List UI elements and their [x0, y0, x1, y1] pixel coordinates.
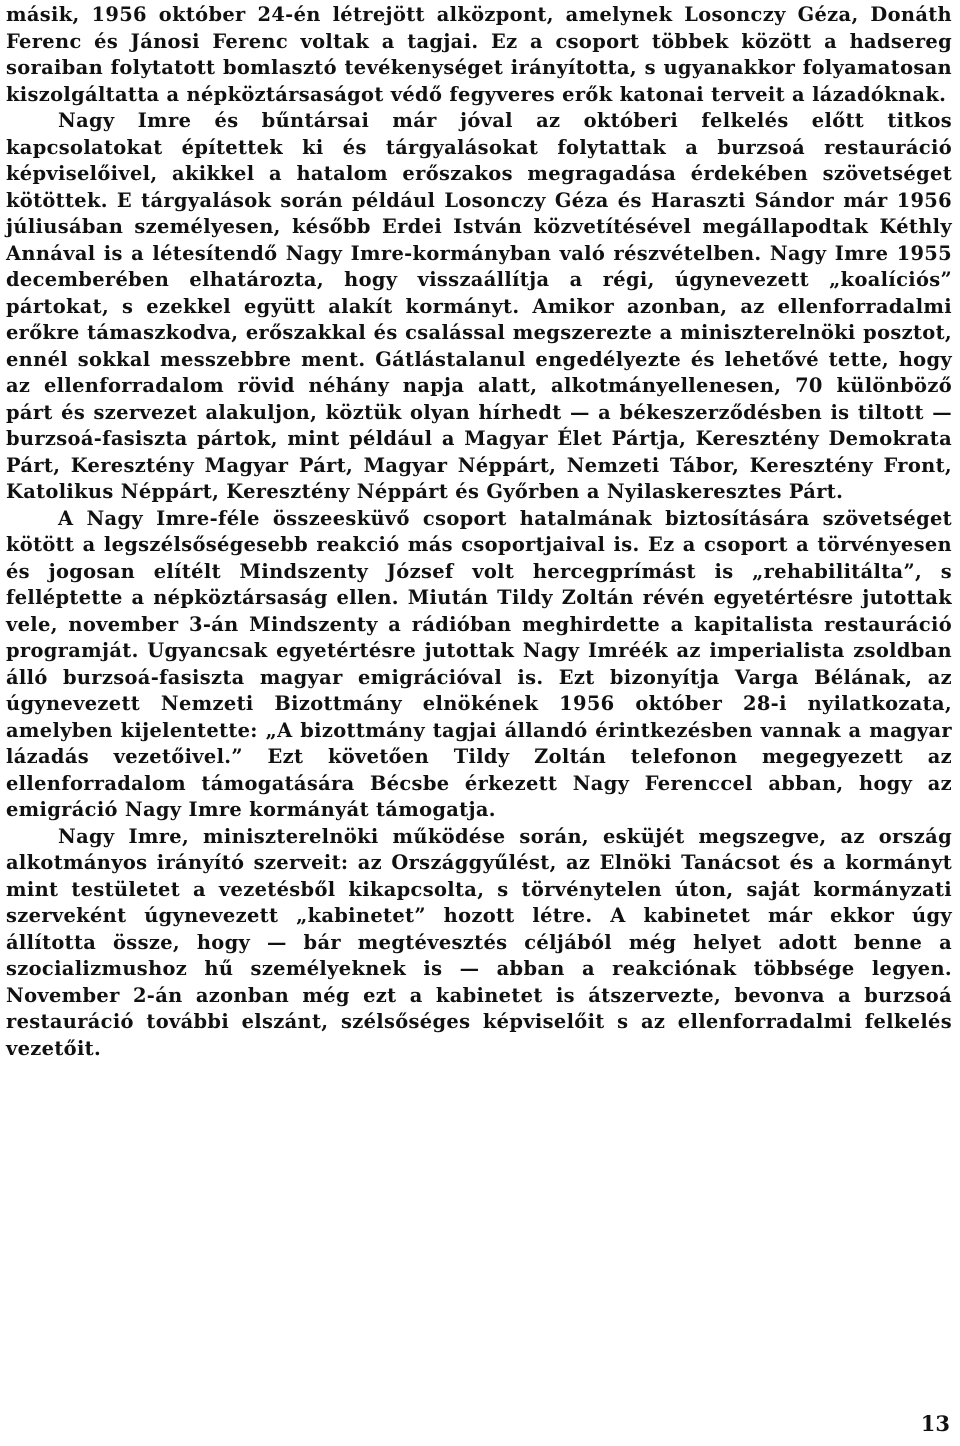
- paragraph-4: Nagy Imre, miniszterelnöki működése során, esküjét megszegve, az ország alkotmányos irányító szerveit: az Országgyűlést, az Elnöki Tanácsot és a kormányt mint testületet a vezetésből kikapcsolta, s törvénytelen úton, saját kormányzati szerveként úgynevezett „kabinetet” hozott létre. A kabinetet már ekkor úgy állította össze, hogy — bár megtévesztés céljából még helyet adott benne a szocializmushoz hű személyeknek is — abban a reakciónak többsége legyen. November 2-án azonban még ezt a kabinetet is átszervezte, bevonva a burzsoá restauráció további elszánt, szélsőséges képviselőit s az ellenforradalmi felkelés vezetőit.: [6, 824, 952, 1060]
- paragraph-2: Nagy Imre és bűntársai már jóval az októberi felkelés előtt titkos kapcsolatokat építettek ki és tárgyalásokat folytattak a burzsoá restauráció képviselőivel, akikkel a hatalom erőszakos megragadása érdekében szövetséget kötöttek. E tárgyalások során például Losonczy Géza és Haraszti Sándor már 1956 júliusában személyesen, később Erdei István közvetítésével megállapodtak Kéthly Annával is a létesítendő Nagy Imre-kormányban való részvételben. Nagy Imre 1955 decemberében elhatározta, hogy visszaállítja a régi, úgynevezett „koalíciós” pártokat, s ezekkel együtt alakít kormányt. Amikor azonban, az ellenforradalmi erőkre támaszkodva, erőszakkal és csalással megszerezte a miniszterelnöki posztot, ennél sokkal messzebbre ment. Gátlástalanul engedélyezte és lehetővé tette, hogy az ellenforradalom rövid néhány napja alatt, alkotmányellenesen, 70 különböző párt és szervezet alakuljon, köztük olyan hírhedt — a békeszerződésben is tiltott — burzsoá-fasiszta pártok, mint például a Magyar Élet Pártja, Keresztény Demokrata Párt, Keresztény Magyar Párt, Magyar Néppárt, Nemzeti Tábor, Keresztény Front, Katolikus Néppárt, Keresztény Néppárt és Győrben a Nyilaskeresztes Párt.: [6, 109, 952, 503]
- document-page: [6, 0, 952, 1446]
- page-number: 13: [920, 1411, 950, 1436]
- body-text: [6, 2, 952, 1062]
- paragraph-1: másik, 1956 október 24-én létrejött alközpont, amelynek Losonczy Géza, Donáth Ferenc és Jánosi Ferenc voltak a tagjai. Ez a csoport többek között a hadsereg soraiban folytatott bomlasztó tevékenységet irányította, s ugyanakkor folyamatosan kiszolgáltatta a népköztársaságot védő fegyveres erők katonai terveit a lázadóknak.: [6, 3, 952, 106]
- paragraph-3: A Nagy Imre-féle összeesküvő csoport hatalmának biztosítására szövetséget kötött a legszélsőségesebb reakció más csoportjaival is. Ez a csoport a törvényesen és jogosan elítélt Mindszenty József volt hercegprímást is „rehabilitálta”, s felléptette a népköztársaság ellen. Miután Tildy Zoltán révén egyetértésre jutottak vele, november 3-án Mindszenty a rádióban meghirdette a kapitalista restauráció programját. Ugyancsak egyetértésre jutottak Nagy Imréék az imperialista zsoldban álló burzsoá-fasiszta magyar emigrációval is. Ezt bizonyítja Varga Bélának, az úgynevezett Nemzeti Bizottmány elnökének 1956 október 28-i nyilatkozata, amelyben kijelentette: „A bizottmány tagjai állandó érintkezésben vannak a magyar lázadás vezetőivel.” Ezt követően Tildy Zoltán telefonon megegyezett az ellenforradalom támogatására Bécsbe érkezett Nagy Ferenccel abban, hogy az emigráció Nagy Imre kormányát támogatja.: [6, 506, 952, 821]
